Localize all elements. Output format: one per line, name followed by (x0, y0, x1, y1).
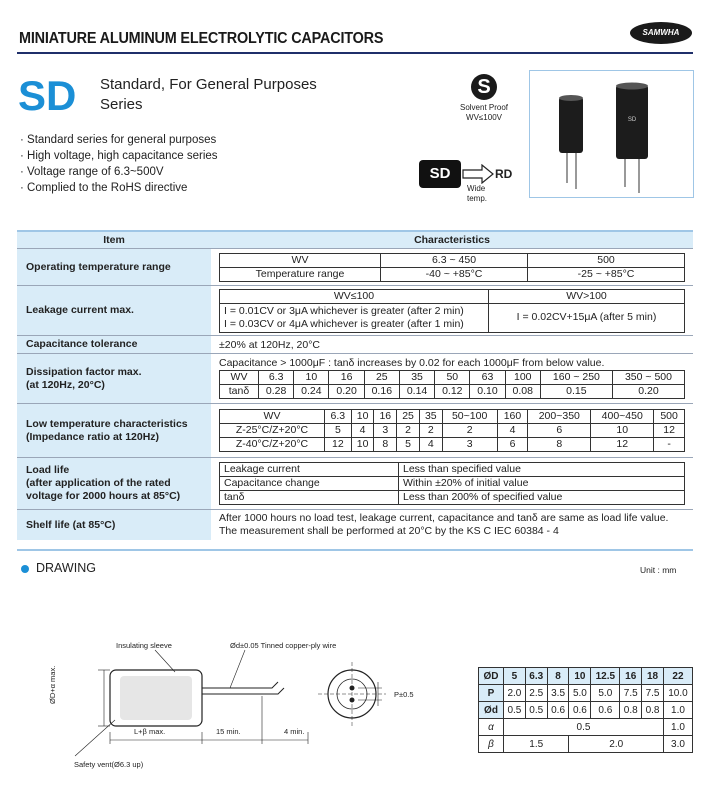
table-cell: 0.6 (569, 702, 591, 719)
arrow-caption-2: temp. (467, 194, 488, 203)
table-cell: 63 (470, 371, 505, 385)
table-cell: 0.6 (547, 702, 569, 719)
low-temp-label-2: (Impedance ratio at 120Hz) (26, 430, 160, 443)
leakage-line-2: I = 0.03CV or 4μA whichever is greater (after 1 min) (224, 317, 464, 330)
table-cell: 25 (364, 371, 399, 385)
table-cell: 500 (654, 410, 685, 424)
table-cell: WV (220, 253, 381, 267)
low-temp-row (17, 404, 693, 458)
load-life-row (17, 458, 693, 510)
table-cell: 1.5 (504, 736, 569, 753)
load-life-table (219, 462, 685, 505)
feature-item: · Complied to the RoHS directive (20, 182, 188, 194)
table-cell: 16 (374, 410, 397, 424)
solvent-proof-icon: S (471, 74, 497, 100)
table-cell: 2.5 (525, 685, 547, 702)
table-cell: 0.12 (435, 385, 470, 399)
unit-label: Unit : mm (640, 565, 677, 575)
capacitor-drawing (60, 636, 460, 776)
arrow-caption-1: Wide (467, 184, 486, 193)
table-cell: Leakage current (220, 463, 399, 477)
table-cell: 100 (505, 371, 540, 385)
table-cell: 10 (351, 438, 374, 452)
operating-temp-table (219, 253, 685, 282)
table-cell: 8 (547, 668, 569, 685)
table-row-label: P (479, 685, 504, 702)
dissipation-row (17, 354, 693, 404)
feature-item: · High voltage, high capacitance series (20, 150, 218, 162)
table-cell: 5 (504, 668, 526, 685)
table-cell: 0.20 (612, 385, 684, 399)
table-cell: 4 (351, 424, 374, 438)
table-cell: -25 ~ +85°C (528, 267, 685, 281)
dissipation-note: Capacitance > 1000μF : tanδ increases by 0.02 for each 1000μF from below value. (219, 357, 605, 369)
table-cell: 6.3 (259, 371, 294, 385)
cap-tolerance-row (17, 336, 693, 354)
table-cell: 0.5 (504, 719, 664, 736)
table-cell: 7.5 (642, 685, 664, 702)
table-cell: 50 (435, 371, 470, 385)
solvent-proof-voltage: WV≤100V (466, 113, 502, 122)
table-row-label: ØD (479, 668, 504, 685)
table-cell: 2 (442, 424, 497, 438)
shelf-life-row (17, 510, 693, 541)
table-cell: Within ±20% of initial value (399, 477, 685, 491)
pitch-label: P±0.5 (394, 690, 414, 699)
length-label: L+β max. (134, 727, 166, 736)
table-cell: 2.0 (504, 685, 526, 702)
table-cell: 6.3 ~ 450 (381, 253, 528, 267)
table-cell: WV (220, 410, 325, 424)
table-cell: 4 (497, 424, 528, 438)
table-cell: 2.0 (569, 736, 663, 753)
spec-header-row (17, 232, 693, 249)
table-cell: 0.8 (620, 702, 642, 719)
table-cell: 12 (591, 438, 654, 452)
table-cell: - (654, 438, 685, 452)
feature-item: · Voltage range of 6.3~500V (20, 166, 164, 178)
table-cell: 16 (620, 668, 642, 685)
table-cell: 0.14 (399, 385, 434, 399)
table-cell: 18 (642, 668, 664, 685)
cut-min-label: 4 min. (284, 727, 305, 736)
table-cell: 5 (397, 438, 420, 452)
operating-temp-label: Operating temperature range (17, 249, 211, 286)
table-cell: 0.8 (642, 702, 664, 719)
table-cell: 1.0 (663, 719, 692, 736)
table-row-label: Ød (479, 702, 504, 719)
table-cell: 10 (351, 410, 374, 424)
table-cell: 35 (419, 410, 442, 424)
svg-text:SD: SD (627, 117, 637, 123)
table-cell: Temperature range (220, 267, 381, 281)
table-cell: 3 (442, 438, 497, 452)
dissipation-label (17, 354, 211, 404)
item-header: Item (17, 232, 211, 249)
dimension-table (478, 667, 693, 753)
low-temp-label (17, 404, 211, 458)
table-cell: 350 ~ 500 (612, 371, 684, 385)
table-cell: 16 (329, 371, 364, 385)
low-temp-label-1: Low temperature characteristics (26, 417, 188, 430)
feature-item: · Standard series for general purposes (20, 134, 217, 146)
drawing-bullet-icon (21, 565, 29, 573)
drawing-title: DRAWING (36, 561, 96, 575)
table-cell: 3 (374, 424, 397, 438)
table-cell: 35 (399, 371, 434, 385)
sleeve-label: Insulating sleeve (116, 641, 172, 650)
table-cell: 0.5 (525, 702, 547, 719)
capacitor-image (530, 71, 693, 197)
logo-text: SAMWHA (642, 28, 680, 37)
table-cell: Less than 200% of specified value (399, 491, 685, 505)
table-cell: 0.28 (259, 385, 294, 399)
table-cell: 12 (325, 438, 352, 452)
table-cell: 10 (591, 424, 654, 438)
table-cell: 0.20 (329, 385, 364, 399)
table-cell: 6 (497, 438, 528, 452)
wire-label: Ød±0.05 Tinned copper-ply wire (230, 641, 337, 650)
leakage-row (17, 286, 693, 336)
dissipation-label-1: Dissipation factor max. (26, 365, 142, 378)
spec-table-bottom-rule (17, 549, 693, 551)
cap-tolerance-value: ±20% at 120Hz, 20°C (211, 336, 693, 354)
shelf-life-line-1: After 1000 hours no load test, leakage current, capacitance and tanδ are same as load life value. (219, 512, 669, 524)
table-cell: 2 (397, 424, 420, 438)
table-cell: 10 (294, 371, 329, 385)
table-cell: tanδ (220, 385, 259, 399)
table-cell: 2 (419, 424, 442, 438)
rd-label: RD (495, 167, 513, 181)
shelf-life-label: Shelf life (at 85°C) (17, 510, 211, 541)
characteristics-header: Characteristics (211, 232, 693, 249)
dissipation-label-2: (at 120Hz, 20°C) (26, 378, 105, 391)
dissipation-table (219, 370, 685, 399)
table-cell: 12.5 (591, 668, 620, 685)
table-cell: 5 (325, 424, 352, 438)
table-cell (220, 303, 489, 332)
table-cell: WV>100 (489, 289, 685, 303)
table-cell: 0.24 (294, 385, 329, 399)
table-cell: 500 (528, 253, 685, 267)
table-cell: 0.08 (505, 385, 540, 399)
table-cell: tanδ (220, 491, 399, 505)
page-title: MINIATURE ALUMINUM ELECTROLYTIC CAPACITORS (19, 30, 384, 47)
diameter-label: ØD+α max. (48, 665, 57, 704)
table-cell: 6 (528, 424, 591, 438)
table-cell: 160 (497, 410, 528, 424)
table-cell: 8 (374, 438, 397, 452)
series-subtitle-1: Standard, For General Purposes (100, 76, 317, 93)
table-cell: 10.0 (663, 685, 692, 702)
operating-temp-row (17, 249, 693, 286)
table-cell: 6.3 (525, 668, 547, 685)
product-photo (529, 70, 694, 198)
table-cell: -40 ~ +85°C (381, 267, 528, 281)
table-cell: WV (220, 371, 259, 385)
cap-tolerance-label: Capacitance tolerance (17, 336, 211, 354)
table-cell: 1.0 (663, 702, 692, 719)
table-cell: 8 (528, 438, 591, 452)
table-cell: 12 (654, 424, 685, 438)
table-cell: 400~450 (591, 410, 654, 424)
table-cell: 50~100 (442, 410, 497, 424)
lead-min-label: 15 min. (216, 727, 241, 736)
solvent-proof-label: Solvent Proof (459, 103, 509, 112)
leakage-table (219, 289, 685, 333)
table-cell: 160 ~ 250 (540, 371, 612, 385)
table-cell: 0.10 (470, 385, 505, 399)
table-cell: 7.5 (620, 685, 642, 702)
table-row-label: α (479, 719, 504, 736)
table-cell: 0.15 (540, 385, 612, 399)
spec-table-top-rule (17, 230, 693, 232)
vent-label: Safety vent(Ø6.3 up) (74, 760, 144, 769)
spec-table (17, 232, 693, 540)
low-temp-table (219, 409, 685, 452)
table-cell: Z-25°C/Z+20°C (220, 424, 325, 438)
sd-badge: SD (419, 160, 461, 188)
load-life-label-3: voltage for 2000 hours at 85°C) (26, 490, 181, 502)
table-cell: I = 0.02CV+15μA (after 5 min) (489, 303, 685, 332)
series-code: SD (18, 72, 77, 119)
table-cell: Less than specified value (399, 463, 685, 477)
leakage-line-1: I = 0.01CV or 3μA whichever is greater (after 2 min) (224, 304, 464, 317)
table-cell: 0.5 (504, 702, 526, 719)
table-cell: Z-40°C/Z+20°C (220, 438, 325, 452)
header-rule (17, 52, 693, 54)
table-cell: 0.6 (591, 702, 620, 719)
load-life-label-1: Load life (26, 464, 70, 476)
table-cell: 200~350 (528, 410, 591, 424)
arrow-right-icon (462, 164, 494, 184)
table-row-label: β (479, 736, 504, 753)
shelf-life-line-2: The measurement shall be performed at 20°C by the KS C IEC 60384 - 4 (219, 525, 559, 537)
table-cell: 0.16 (364, 385, 399, 399)
leakage-label: Leakage current max. (17, 286, 211, 336)
table-cell: 10 (569, 668, 591, 685)
table-cell: WV≤100 (220, 289, 489, 303)
load-life-label-2: (after application of the rated (26, 477, 171, 489)
table-cell: 5.0 (569, 685, 591, 702)
table-cell: 22 (663, 668, 692, 685)
load-life-label (17, 458, 211, 510)
feature-list (20, 132, 218, 196)
table-cell: 6.3 (325, 410, 352, 424)
table-cell: 25 (397, 410, 420, 424)
table-cell: 5.0 (591, 685, 620, 702)
table-cell: 3.5 (547, 685, 569, 702)
table-cell: 4 (419, 438, 442, 452)
series-subtitle-2: Series (100, 96, 143, 113)
table-cell: 3.0 (663, 736, 692, 753)
samwha-logo (630, 22, 692, 44)
table-cell: Capacitance change (220, 477, 399, 491)
